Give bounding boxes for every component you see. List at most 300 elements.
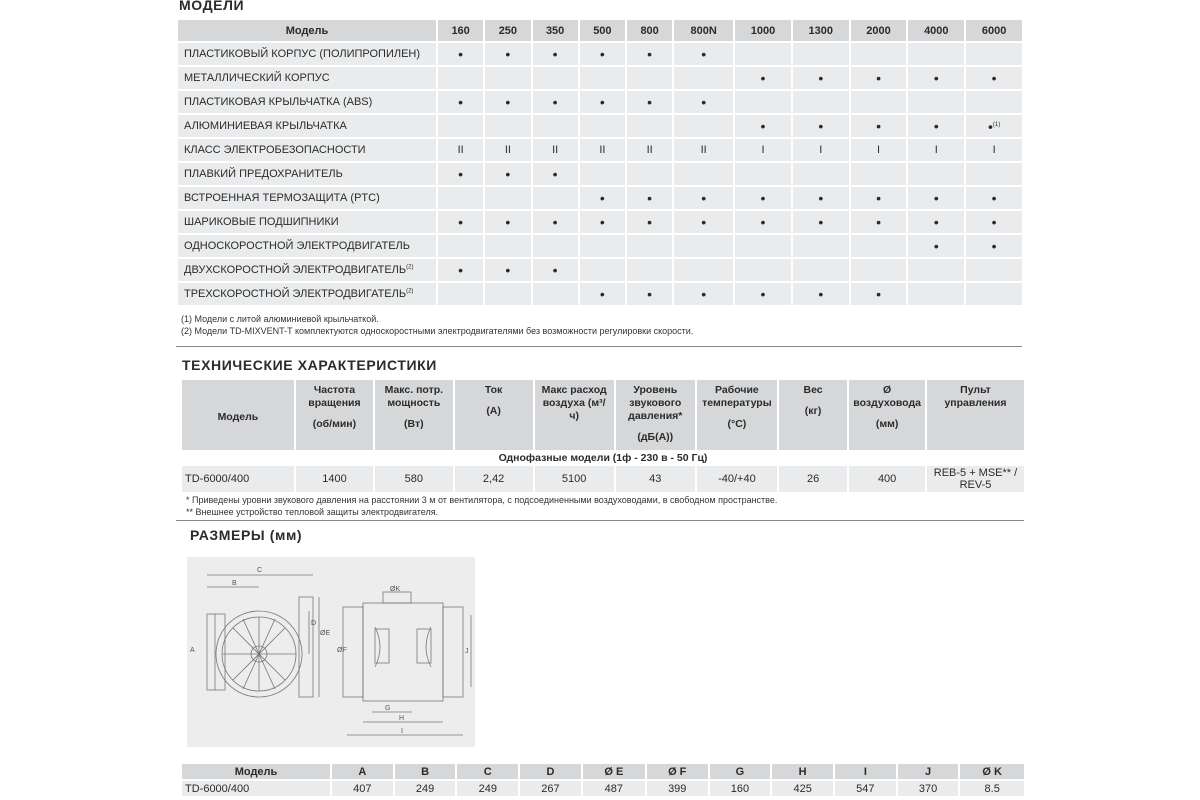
feature-cell	[851, 163, 907, 185]
tech-header-unit: (°C)	[727, 418, 747, 430]
feature-cell	[851, 259, 907, 281]
fan-dimension-drawing	[187, 557, 475, 747]
model-header-cell: 160	[438, 20, 483, 41]
feature-label-text: ПЛАВКИЙ ПРЕДОХРАНИТЕЛЬ	[184, 168, 343, 180]
dimension-header-cell: Модель	[182, 764, 330, 779]
feature-value: •	[647, 286, 653, 302]
tech-header-label: Частота вращения	[308, 384, 361, 409]
feature-value: •	[701, 286, 707, 302]
feature-value: •	[647, 94, 653, 110]
tech-header-unit: (дБ(А))	[637, 431, 674, 443]
feature-label	[178, 67, 436, 89]
feature-cell	[793, 139, 849, 161]
dimension-header-cell: B	[395, 764, 456, 779]
feature-value: •	[933, 214, 939, 230]
feature-label	[178, 235, 436, 257]
dimension-header-cell: D	[520, 764, 581, 779]
model-header-cell: 1000	[735, 20, 791, 41]
feature-cell	[908, 283, 964, 305]
feature-value: •	[987, 118, 993, 135]
feature-value: •	[647, 46, 653, 62]
feature-cell	[438, 235, 483, 257]
dimension-cell: 267	[520, 781, 581, 796]
feature-value: I	[761, 144, 765, 156]
feature-value: •	[505, 94, 511, 110]
feature-cell	[485, 43, 530, 65]
feature-label	[178, 139, 436, 161]
feature-cell	[674, 91, 733, 113]
feature-value: •	[505, 214, 511, 230]
feature-cell	[438, 259, 483, 281]
feature-cell	[533, 139, 578, 161]
feature-value: •	[552, 214, 558, 230]
feature-cell	[735, 43, 791, 65]
tech-header-cell	[849, 380, 925, 450]
feature-cell	[908, 187, 964, 209]
tech-header-cell	[182, 380, 294, 450]
feature-label	[178, 187, 436, 209]
feature-value: II	[552, 144, 559, 156]
feature-value: I	[934, 144, 938, 156]
feature-cell	[485, 259, 530, 281]
feature-value: •	[701, 94, 707, 110]
feature-cell	[674, 43, 733, 65]
feature-value: II	[700, 144, 707, 156]
feature-cell	[966, 163, 1022, 185]
feature-cell	[580, 283, 625, 305]
models-note-1: (1) Модели с литой алюминиевой крыльчаткой.	[181, 314, 379, 324]
feature-cell	[438, 163, 483, 185]
feature-value: •	[458, 166, 464, 182]
feature-cell	[580, 187, 625, 209]
drawing-label: H	[399, 715, 405, 722]
table-row	[178, 115, 1022, 137]
feature-cell	[580, 259, 625, 281]
drawing-label: ØF	[337, 647, 347, 654]
feature-cell	[533, 67, 578, 89]
feature-value: •	[552, 94, 558, 110]
table-row	[178, 139, 1022, 161]
feature-cell	[851, 187, 907, 209]
feature-cell	[627, 67, 672, 89]
feature-cell	[580, 91, 625, 113]
feature-label-text: ТРЕХСКОРОСТНОЙ ЭЛЕКТРОДВИГАТЕЛЬ	[184, 288, 407, 300]
feature-cell	[580, 163, 625, 185]
tech-cell: 26	[779, 466, 847, 492]
feature-cell	[793, 211, 849, 233]
feature-cell	[674, 187, 733, 209]
tech-subheader: Однофазные модели (1ф - 230 в - 50 Гц)	[182, 452, 1024, 464]
tech-header-label: Макс. потр. мощность	[384, 384, 444, 409]
feature-value: I	[992, 144, 996, 156]
drawing-label: G	[385, 705, 391, 712]
feature-cell	[908, 139, 964, 161]
feature-cell	[735, 115, 791, 137]
feature-cell	[533, 115, 578, 137]
feature-cell	[851, 139, 907, 161]
table-row	[182, 781, 1024, 796]
drawing-label: J	[465, 648, 469, 655]
feature-value: •	[599, 94, 605, 110]
footnote-mark: (2)	[406, 264, 414, 271]
feature-cell	[533, 187, 578, 209]
feature-cell	[793, 235, 849, 257]
model-header-cell: 350	[533, 20, 578, 41]
tech-cell: -40/+40	[697, 466, 777, 492]
feature-cell	[966, 283, 1022, 305]
feature-cell	[674, 115, 733, 137]
feature-label	[178, 115, 436, 137]
feature-value: II	[646, 144, 653, 156]
feature-value: •	[552, 46, 558, 62]
tech-specs-table	[180, 378, 1026, 494]
dimension-cell: 249	[395, 781, 456, 796]
feature-cell	[966, 235, 1022, 257]
feature-cell	[627, 91, 672, 113]
feature-value: •	[991, 70, 997, 86]
feature-label-text: ШАРИКОВЫЕ ПОДШИПНИКИ	[184, 216, 339, 228]
feature-value: •	[599, 190, 605, 206]
tech-note-1: * Приведены уровни звукового давления на расстоянии 3 м от вентилятора, с подсоединенными воздуховодами, в свободном пространстве.	[186, 495, 778, 505]
feature-value: •	[991, 238, 997, 254]
tech-header-cell	[455, 380, 533, 450]
feature-value: •	[505, 166, 511, 182]
feature-cell	[793, 283, 849, 305]
tech-header-label: Ø воздуховода	[853, 384, 921, 409]
feature-cell	[908, 67, 964, 89]
feature-cell	[908, 211, 964, 233]
feature-value: •	[701, 214, 707, 230]
feature-label	[178, 259, 436, 281]
feature-cell	[735, 139, 791, 161]
tech-header-label: Макс расход воздуха (м³/ч)	[541, 384, 607, 422]
feature-value: I	[819, 144, 823, 156]
feature-cell	[674, 235, 733, 257]
feature-cell	[438, 91, 483, 113]
table-row	[178, 283, 1022, 305]
feature-value: •	[991, 214, 997, 230]
feature-value: II	[504, 144, 511, 156]
model-header-cell: 500	[580, 20, 625, 41]
feature-cell	[485, 235, 530, 257]
dimension-header-cell: I	[835, 764, 896, 779]
feature-cell	[533, 163, 578, 185]
feature-cell	[851, 283, 907, 305]
feature-cell	[735, 91, 791, 113]
feature-cell	[966, 91, 1022, 113]
feature-cell	[735, 283, 791, 305]
model-header-cell: 800	[627, 20, 672, 41]
feature-label	[178, 163, 436, 185]
feature-value: •	[505, 46, 511, 62]
tech-cell: 43	[616, 466, 695, 492]
feature-cell	[533, 283, 578, 305]
dimension-cell: 425	[772, 781, 833, 796]
feature-cell	[735, 235, 791, 257]
feature-cell	[533, 91, 578, 113]
feature-cell	[485, 115, 530, 137]
table-row	[178, 91, 1022, 113]
feature-label-text: КЛАСС ЭЛЕКТРОБЕЗОПАСНОСТИ	[184, 144, 366, 156]
feature-label	[178, 211, 436, 233]
models-title: МОДЕЛИ	[179, 0, 245, 13]
feature-value: •	[458, 262, 464, 278]
tech-header-row	[182, 380, 1024, 450]
feature-cell	[908, 163, 964, 185]
feature-cell	[627, 139, 672, 161]
feature-value: •	[933, 190, 939, 206]
divider	[176, 520, 1024, 521]
feature-cell	[966, 139, 1022, 161]
feature-value: •	[647, 190, 653, 206]
feature-cell	[438, 115, 483, 137]
feature-cell	[966, 67, 1022, 89]
feature-cell	[533, 235, 578, 257]
feature-cell	[735, 187, 791, 209]
tech-cell: 580	[375, 466, 452, 492]
feature-cell	[627, 283, 672, 305]
tech-header-cell	[927, 380, 1024, 450]
tech-cell: 1400	[296, 466, 373, 492]
drawing-label: A	[190, 647, 195, 654]
feature-value: •	[599, 286, 605, 302]
dimensions-title: РАЗМЕРЫ (мм)	[190, 527, 303, 543]
feature-cell	[793, 187, 849, 209]
feature-value: •	[818, 286, 824, 302]
feature-cell	[966, 115, 1022, 137]
feature-cell	[438, 43, 483, 65]
feature-cell	[674, 139, 733, 161]
feature-value: •	[760, 190, 766, 206]
models-features-table	[176, 18, 1024, 307]
feature-cell	[580, 67, 625, 89]
drawing-label: I	[401, 728, 403, 735]
feature-cell	[735, 211, 791, 233]
feature-cell	[674, 211, 733, 233]
dimension-header-cell: H	[772, 764, 833, 779]
feature-cell	[966, 187, 1022, 209]
feature-cell	[793, 67, 849, 89]
dimension-header-cell: Ø K	[960, 764, 1024, 779]
feature-cell	[674, 163, 733, 185]
feature-cell	[485, 211, 530, 233]
dimensions-table	[180, 762, 1026, 798]
tech-header-unit: (Вт)	[404, 418, 424, 430]
tech-header-cell	[697, 380, 777, 450]
feature-value: •	[760, 286, 766, 302]
feature-label	[178, 91, 436, 113]
feature-cell	[627, 163, 672, 185]
tech-cell: REB-5 + MSE** / REV-5	[927, 466, 1024, 492]
divider	[176, 346, 1022, 347]
feature-cell	[485, 91, 530, 113]
feature-value: •	[818, 70, 824, 86]
feature-value: •	[876, 70, 881, 86]
feature-cell	[674, 283, 733, 305]
feature-cell	[793, 43, 849, 65]
tech-header-label: Уровень звукового давления*	[628, 384, 683, 422]
feature-value: •	[818, 118, 824, 134]
feature-label-text: ПЛАСТИКОВЫЙ КОРПУС (ПОЛИПРОПИЛЕН)	[184, 48, 421, 60]
dimension-cell: 399	[647, 781, 708, 796]
tech-note-2: ** Внешнее устройство тепловой защиты электродвигателя.	[186, 507, 439, 517]
feature-value: •	[760, 118, 766, 134]
tech-header-cell	[616, 380, 695, 450]
feature-cell	[438, 211, 483, 233]
drawing-label: D	[311, 620, 317, 627]
table-row	[178, 211, 1022, 233]
feature-value: •	[458, 214, 464, 230]
dimension-cell: 160	[710, 781, 771, 796]
feature-label-text: ВСТРОЕННАЯ ТЕРМОЗАЩИТА (PTC)	[184, 192, 380, 204]
feature-value: •	[818, 214, 824, 230]
feature-label	[178, 43, 436, 65]
feature-cell	[908, 259, 964, 281]
feature-cell	[485, 139, 530, 161]
feature-value: •	[647, 214, 653, 230]
feature-cell	[966, 211, 1022, 233]
feature-cell	[674, 67, 733, 89]
feature-label-text: АЛЮМИНИЕВАЯ КРЫЛЬЧАТКА	[184, 120, 347, 132]
feature-cell	[793, 259, 849, 281]
feature-value: •	[458, 46, 464, 62]
tech-cell: TD-6000/400	[182, 466, 294, 492]
feature-value: •	[991, 190, 997, 206]
feature-value: •	[760, 214, 766, 230]
footnote-mark: (2)	[406, 288, 414, 295]
dimension-header-cell: Ø F	[647, 764, 708, 779]
table-row	[178, 43, 1022, 65]
feature-cell	[851, 67, 907, 89]
tech-title: ТЕХНИЧЕСКИЕ ХАРАКТЕРИСТИКИ	[182, 357, 437, 373]
tech-header-unit: (кг)	[804, 405, 822, 417]
feature-cell	[627, 43, 672, 65]
model-header-cell: 1300	[793, 20, 849, 41]
feature-cell	[851, 211, 907, 233]
feature-label-text: ПЛАСТИКОВАЯ КРЫЛЬЧАТКА (ABS)	[184, 96, 373, 108]
feature-value: II	[599, 144, 606, 156]
feature-cell	[627, 115, 672, 137]
tech-notes	[186, 494, 777, 518]
feature-value: •	[876, 190, 881, 206]
feature-value: •	[876, 286, 881, 302]
feature-cell	[674, 259, 733, 281]
tech-header-cell	[535, 380, 614, 450]
feature-cell	[908, 91, 964, 113]
feature-cell	[580, 211, 625, 233]
feature-value: •	[760, 70, 766, 86]
feature-cell	[438, 283, 483, 305]
feature-cell	[485, 283, 530, 305]
feature-cell	[485, 163, 530, 185]
table-row	[178, 235, 1022, 257]
feature-cell	[580, 115, 625, 137]
feature-label-text: ДВУХСКОРОСТНОЙ ЭЛЕКТРОДВИГАТЕЛЬ	[184, 264, 407, 276]
feature-cell	[627, 211, 672, 233]
feature-cell	[908, 115, 964, 137]
tech-header-label: Пульт управления	[944, 384, 1007, 409]
table-row	[178, 67, 1022, 89]
feature-cell	[627, 187, 672, 209]
table-row	[178, 259, 1022, 281]
model-header-cell: 2000	[851, 20, 907, 41]
feature-value: •	[933, 70, 939, 86]
feature-cell	[580, 43, 625, 65]
feature-label	[178, 283, 436, 305]
feature-value: •	[933, 118, 939, 134]
feature-cell	[438, 187, 483, 209]
dimension-cell: TD-6000/400	[182, 781, 330, 796]
feature-cell	[793, 163, 849, 185]
models-note-2: (2) Модели TD-MIXVENT-T комплектуются односкоростными электродвигателями без возможности регулировки скорости.	[181, 326, 694, 336]
feature-cell	[851, 91, 907, 113]
tech-header-label: Ток	[484, 384, 503, 396]
feature-cell	[735, 163, 791, 185]
feature-cell	[533, 43, 578, 65]
feature-cell	[485, 67, 530, 89]
feature-cell	[533, 259, 578, 281]
tech-cell: 2,42	[455, 466, 533, 492]
tech-header-unit: (А)	[486, 405, 501, 417]
feature-cell	[735, 67, 791, 89]
feature-cell	[580, 139, 625, 161]
feature-cell	[908, 43, 964, 65]
feature-cell	[438, 67, 483, 89]
feature-cell	[438, 139, 483, 161]
drawing-label: B	[232, 580, 237, 587]
feature-value: •	[701, 46, 707, 62]
dimension-header-cell: C	[457, 764, 518, 779]
tech-header-cell	[779, 380, 847, 450]
feature-cell	[966, 259, 1022, 281]
dimensions-header-row	[182, 764, 1024, 779]
footnote-mark: (1)	[992, 122, 1001, 129]
feature-value: •	[876, 118, 881, 134]
feature-value: •	[552, 166, 558, 182]
dimension-cell: 487	[583, 781, 645, 796]
feature-label-text: ОДНОСКОРОСТНОЙ ЭЛЕКТРОДВИГАТЕЛЬ	[184, 240, 410, 252]
feature-cell	[851, 43, 907, 65]
feature-value: •	[505, 262, 511, 278]
dimension-header-cell: G	[710, 764, 771, 779]
table-row	[182, 466, 1024, 492]
feature-value: •	[933, 238, 939, 254]
feature-value: •	[552, 262, 558, 278]
drawing-label: ØK	[390, 586, 401, 593]
model-column-header: Модель	[178, 20, 436, 41]
tech-header-unit: (мм)	[875, 418, 899, 430]
feature-cell	[533, 211, 578, 233]
tech-header-label: Модель	[217, 410, 259, 423]
feature-value: II	[457, 144, 464, 156]
feature-label-text: МЕТАЛЛИЧЕСКИЙ КОРПУС	[184, 72, 330, 84]
feature-cell	[851, 115, 907, 137]
dimension-header-cell: A	[332, 764, 393, 779]
feature-cell	[627, 235, 672, 257]
feature-value: •	[599, 214, 605, 230]
model-header-cell: 4000	[908, 20, 964, 41]
tech-header-cell	[296, 380, 373, 450]
dimension-cell: 249	[457, 781, 518, 796]
tech-header-cell	[375, 380, 452, 450]
feature-cell	[966, 43, 1022, 65]
model-header-cell: 800N	[674, 20, 733, 41]
dimension-header-cell: J	[898, 764, 959, 779]
model-header-cell: 250	[485, 20, 530, 41]
feature-cell	[793, 115, 849, 137]
feature-cell	[908, 235, 964, 257]
dimension-cell: 547	[835, 781, 896, 796]
